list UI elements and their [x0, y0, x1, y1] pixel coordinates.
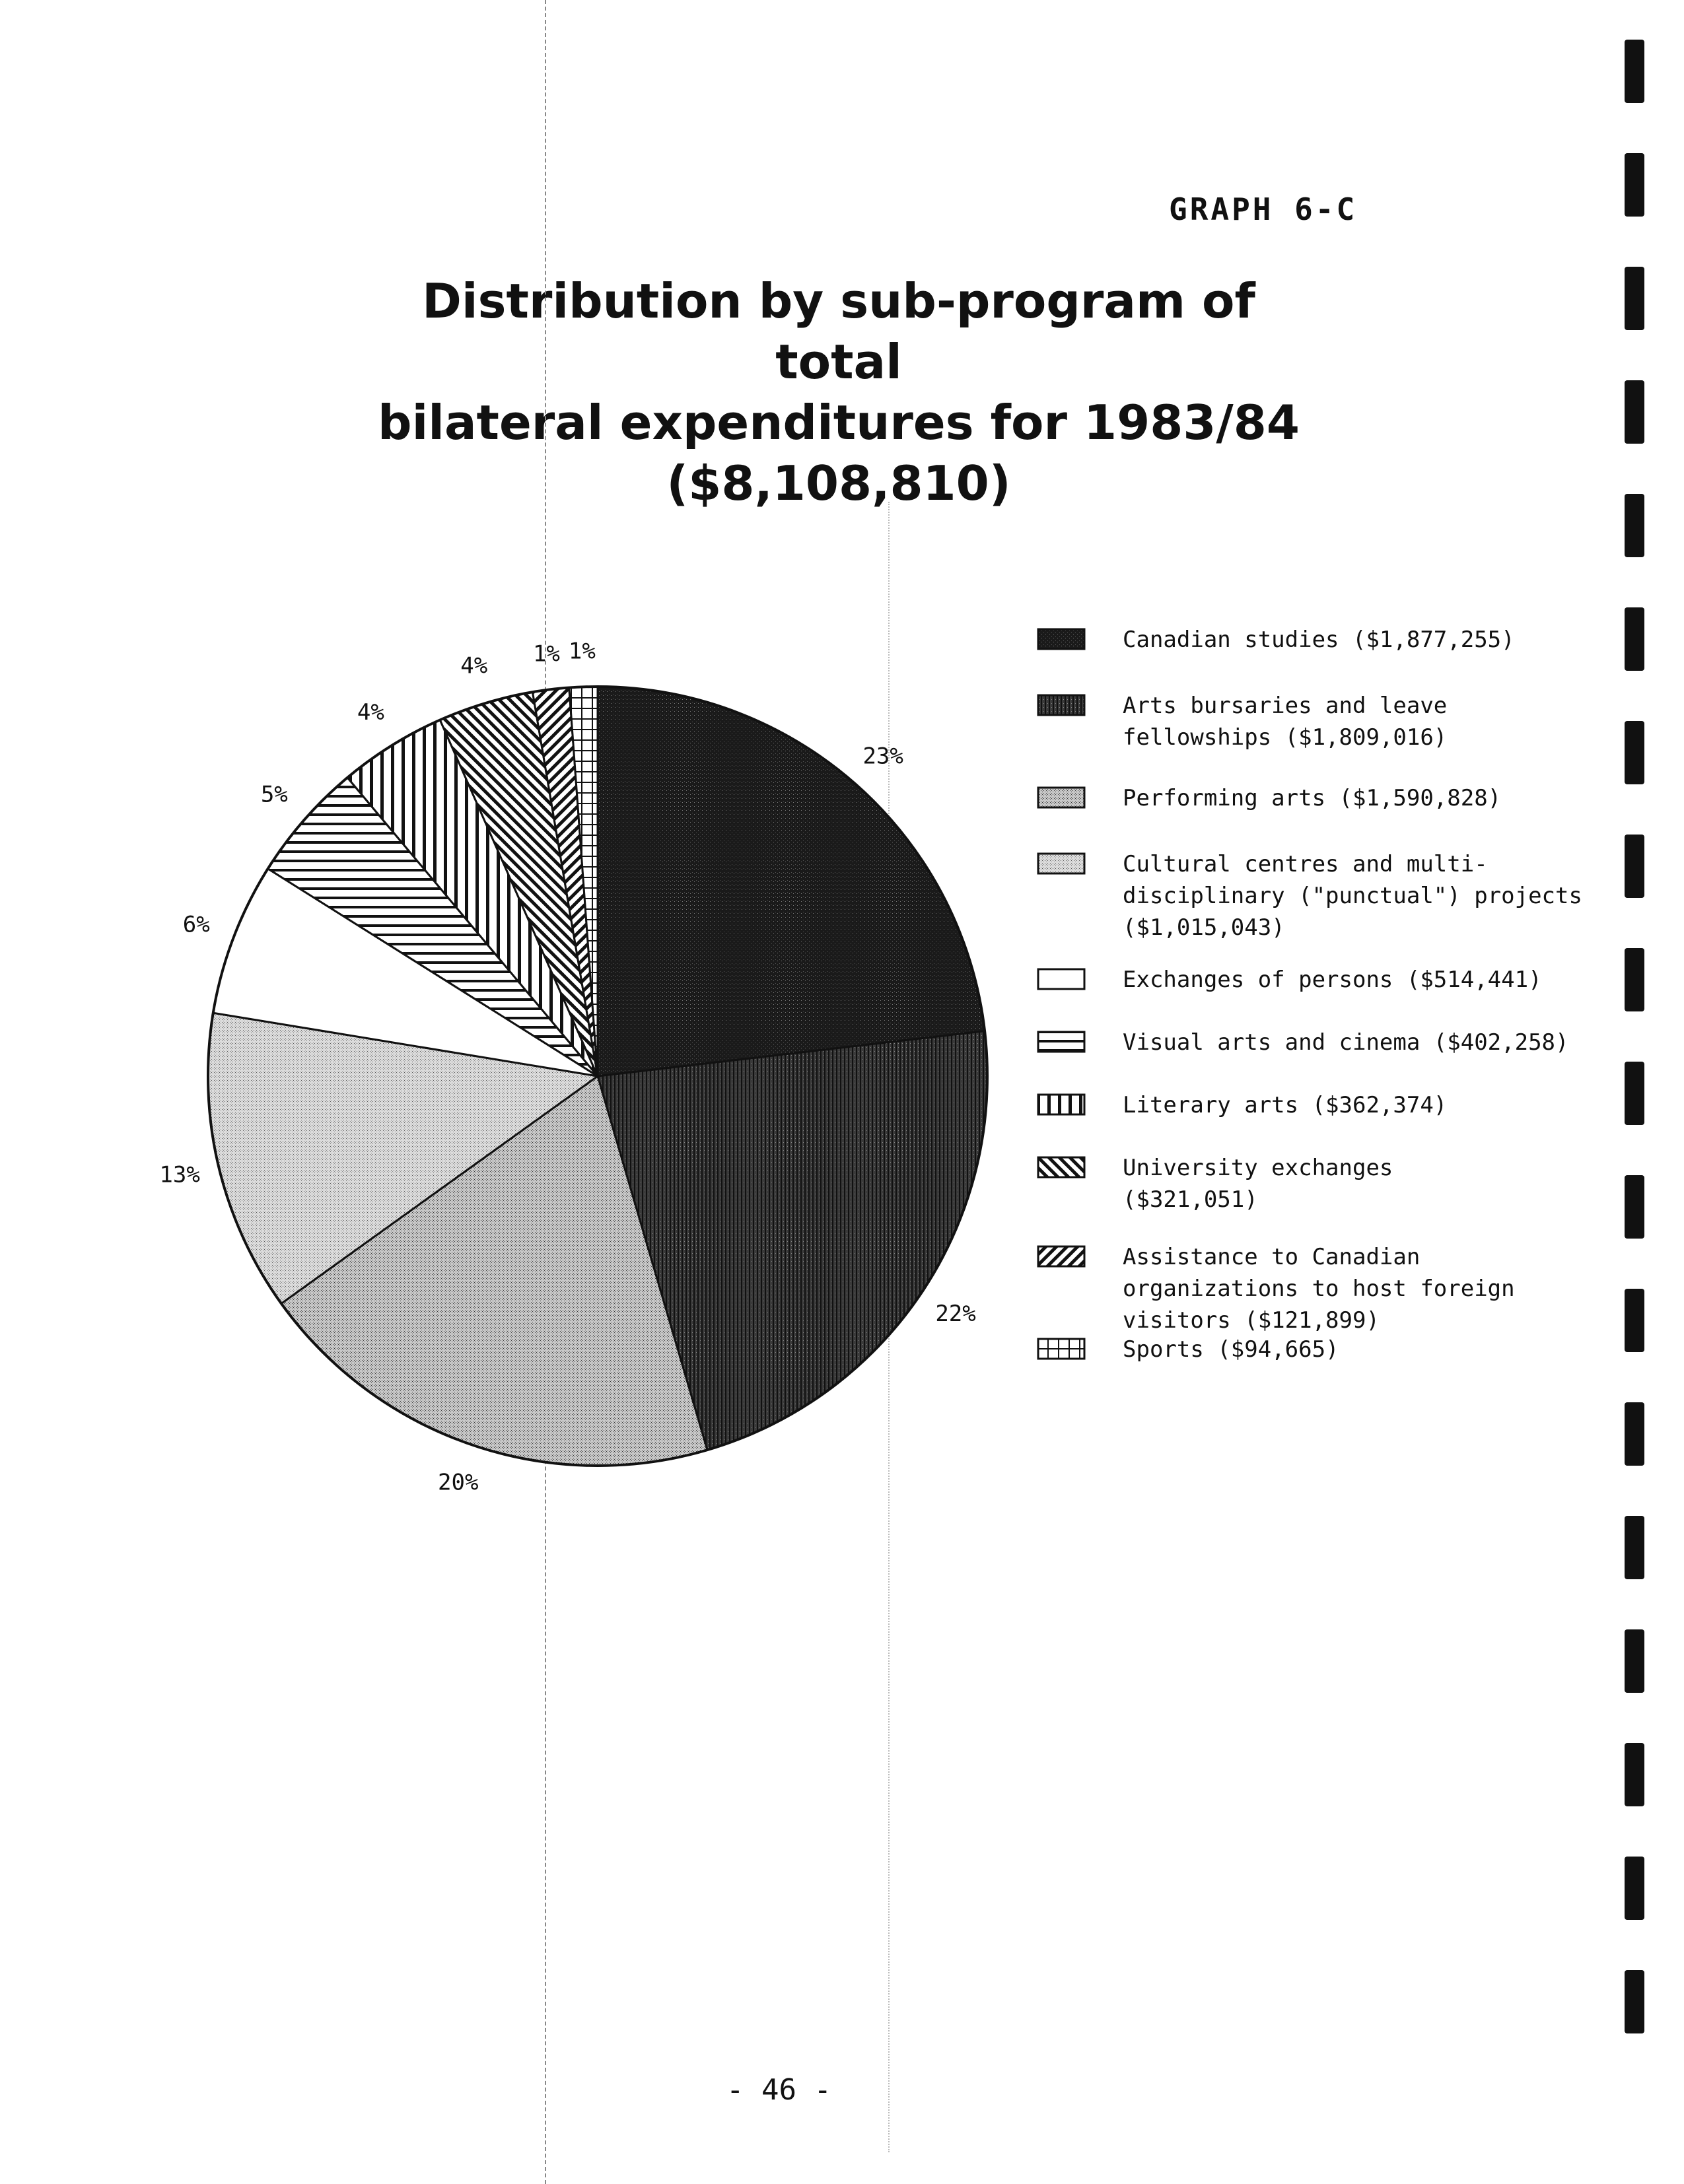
- binding-hole: [1625, 1970, 1644, 2033]
- binding-hole: [1625, 494, 1644, 557]
- pie-percent-label-2: 22%: [935, 1300, 976, 1327]
- binding-hole: [1625, 607, 1644, 671]
- chart-title-line-3: ($8,108,810): [666, 456, 1011, 511]
- legend-swatch-5: [1037, 968, 1086, 990]
- binding-hole: [1625, 1402, 1644, 1466]
- legend-label-9: Assistance to Canadian organizations to host foreign visitors ($121,899): [1123, 1244, 1515, 1334]
- pie-percent-label-10: 1%: [568, 638, 596, 665]
- legend-label-6: Visual arts and cinema ($402,258): [1123, 1029, 1569, 1056]
- pie-slice-1: [598, 687, 985, 1076]
- chart-title-line-2: bilateral expenditures for 1983/84: [378, 395, 1300, 450]
- page-number: - 46 -: [726, 2073, 831, 2107]
- legend-label-1: Canadian studies ($1,877,255): [1123, 627, 1515, 653]
- legend-label-3: Performing arts ($1,590,828): [1123, 785, 1502, 811]
- pie-percent-label-5: 6%: [182, 911, 210, 938]
- legend-label-4: Cultural centres and multi- disciplinary ("punctual") projects ($1,015,043): [1123, 851, 1582, 941]
- pie-slices: [208, 687, 987, 1466]
- binding-hole: [1625, 835, 1644, 898]
- binding-hole: [1625, 1743, 1644, 1806]
- legend-label-8: University exchanges ($321,051): [1123, 1155, 1393, 1213]
- legend-label-5: Exchanges of persons ($514,441): [1123, 967, 1542, 993]
- legend-item-7: [1037, 1089, 1611, 1121]
- legend-swatch-1: [1037, 628, 1086, 650]
- binding-hole: [1625, 1516, 1644, 1579]
- legend-item-8: [1037, 1152, 1611, 1215]
- binding-hole: [1625, 380, 1644, 444]
- chart-title-line-1: Distribution by sub-program of total: [422, 273, 1255, 390]
- legend-swatch-9: [1037, 1245, 1086, 1268]
- legend-item-6: [1037, 1027, 1611, 1058]
- legend-item-9: [1037, 1241, 1611, 1336]
- binding-hole: [1625, 267, 1644, 330]
- pie-percent-label-3: 20%: [438, 1469, 479, 1496]
- binding-hole: [1625, 1857, 1644, 1920]
- graph-label: GRAPH 6-C: [1169, 191, 1358, 227]
- legend-swatch-7: [1037, 1093, 1086, 1116]
- legend-swatch-8: [1037, 1156, 1086, 1178]
- binding-hole: [1625, 1629, 1644, 1693]
- legend-swatch-6: [1037, 1031, 1086, 1053]
- binding-hole: [1625, 721, 1644, 784]
- legend-item-4: [1037, 848, 1611, 943]
- legend-swatch-2: [1037, 694, 1086, 716]
- binding-hole: [1625, 948, 1644, 1011]
- pie-percent-label-9: 1%: [532, 640, 560, 667]
- binding-hole: [1625, 1175, 1644, 1239]
- legend-item-10: [1037, 1334, 1611, 1365]
- legend-label-2: Arts bursaries and leave fellowships ($1,809,016): [1123, 693, 1448, 751]
- legend-swatch-3: [1037, 786, 1086, 809]
- legend-swatch-10: [1037, 1338, 1086, 1360]
- pie-percent-label-7: 4%: [357, 699, 384, 726]
- binding-hole: [1625, 40, 1644, 103]
- pie-percent-label-1: 23%: [862, 743, 903, 770]
- pie-percent-label-8: 4%: [460, 652, 488, 679]
- legend-label-10: Sports ($94,665): [1123, 1336, 1339, 1363]
- legend-item-5: [1037, 964, 1611, 996]
- pie-percent-label-6: 5%: [260, 781, 288, 808]
- binding-hole: [1625, 1289, 1644, 1352]
- legend-item-3: [1037, 782, 1611, 814]
- legend-swatch-4: [1037, 852, 1086, 875]
- legend-item-2: [1037, 690, 1611, 753]
- legend-label-7: Literary arts ($362,374): [1123, 1092, 1448, 1118]
- pie-percent-label-4: 13%: [159, 1161, 200, 1188]
- legend-item-1: [1037, 624, 1611, 656]
- binding-hole: [1625, 153, 1644, 217]
- binding-hole: [1625, 1062, 1644, 1125]
